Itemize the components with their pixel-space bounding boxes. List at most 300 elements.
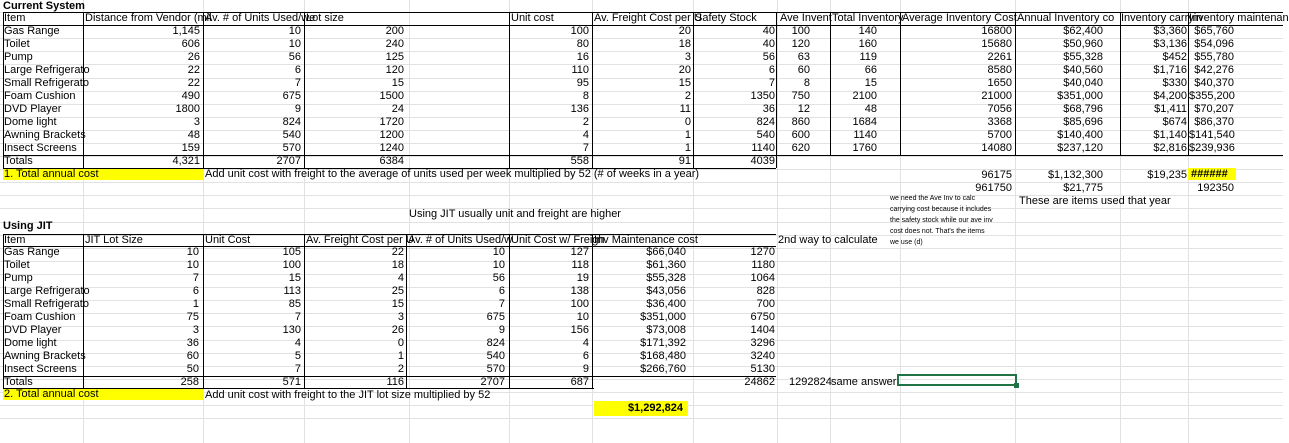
current-cell-carry[interactable]: $1,716 [1153, 64, 1187, 76]
totals-label-current[interactable]: Totals [4, 155, 33, 167]
jit-cell-units[interactable]: 10 [492, 246, 505, 258]
jit-cell-item[interactable]: Large Refrigerato [4, 285, 90, 297]
header-distance[interactable]: Distance from Vendor (mil [85, 12, 212, 24]
jit-cell-lot[interactable]: 10 [186, 259, 199, 271]
border-v-current-right [900, 12, 901, 155]
current-cell-dist[interactable]: 22 [187, 64, 200, 76]
jit-cell-freight[interactable]: 22 [391, 246, 404, 258]
jit-cell-second[interactable]: 1404 [750, 324, 775, 336]
current-cell-total[interactable]: 1140 [853, 129, 877, 141]
current-cell-maint[interactable]: $86,370 [1194, 116, 1234, 128]
comment-line-4: cost does not. That's the items [890, 228, 985, 235]
jit-cell-maint[interactable]: $168,480 [640, 350, 686, 362]
current-cell-carry[interactable]: $3,136 [1153, 38, 1187, 50]
selected-cell[interactable] [897, 374, 1017, 386]
border-v-current-right [830, 12, 831, 155]
jit-cell-lot[interactable]: 3 [192, 324, 199, 336]
jit-cell-cost[interactable]: 4 [294, 337, 301, 349]
current-cell-ave[interactable]: 8 [803, 77, 810, 89]
current-cell-safety[interactable]: 7 [768, 77, 775, 89]
current-cell-annual[interactable]: $237,120 [1057, 142, 1103, 154]
current-cell-cost[interactable]: 136 [570, 103, 589, 115]
current-cell-avgcost[interactable]: 2261 [987, 51, 1012, 63]
current-cell-cost[interactable]: 95 [576, 77, 589, 89]
section-title-current: Current System [3, 0, 85, 12]
jit-cell-cwf[interactable]: 9 [582, 363, 589, 375]
current-cell-annual[interactable]: $40,040 [1063, 77, 1103, 89]
border-v-current-right [1188, 12, 1189, 155]
jit-cell-maint[interactable]: $351,000 [640, 311, 686, 323]
sum-avg-cost-2[interactable]: 961750 [975, 182, 1012, 194]
jit-header-units-used[interactable]: Av. # of Units Used/w [408, 234, 513, 246]
current-cell-item[interactable]: Pump [4, 51, 33, 63]
current-cell-lot[interactable]: 125 [385, 51, 404, 63]
border-top-jit [3, 234, 776, 235]
current-cell-lot[interactable]: 1500 [379, 90, 404, 102]
total-annual-cost-label-2[interactable]: 2. Total annual cost [4, 388, 99, 400]
current-cell-lot[interactable]: 1720 [379, 116, 404, 128]
jit-cell-cwf[interactable]: 10 [576, 311, 589, 323]
jit-cell-cwf[interactable]: 127 [570, 246, 589, 258]
current-cell-lot[interactable]: 24 [391, 103, 404, 115]
current-cell-total[interactable]: 160 [858, 38, 877, 50]
current-cell-avgcost[interactable]: 16800 [981, 25, 1012, 37]
border-totals-current [3, 155, 1283, 156]
current-cell-cost[interactable]: 100 [570, 25, 589, 37]
jit-cell-freight[interactable]: 3 [397, 311, 404, 323]
border-v-jit [3, 234, 4, 388]
jit-cell-maint[interactable]: $73,008 [646, 324, 686, 336]
section-title-jit: Using JIT [3, 220, 53, 232]
comment-line-3: the safety stock while our ave inv [890, 217, 993, 224]
current-cell-total[interactable]: 48 [864, 103, 877, 115]
current-cell-annual[interactable]: $62,400 [1063, 25, 1103, 37]
current-cell-maint[interactable]: $54,096 [1194, 38, 1234, 50]
jit-cell-cwf[interactable]: 100 [570, 298, 589, 310]
comment-line-5: we use (d) [890, 239, 923, 246]
jit-header-second-way[interactable]: 2nd way to calculate [778, 234, 878, 246]
current-cell-dist[interactable]: 606 [181, 38, 200, 50]
current-cell-units[interactable]: 10 [288, 25, 301, 37]
header-safety-stock[interactable]: Safety Stock [695, 12, 757, 24]
jit-cell-maint[interactable]: $66,040 [646, 246, 686, 258]
sum-maintenance-overflow[interactable]: ###### [1191, 168, 1228, 180]
jit-cell-freight[interactable]: 25 [391, 285, 404, 297]
jit-cell-cwf[interactable]: 138 [570, 285, 589, 297]
jit-cell-maint[interactable]: $266,760 [640, 363, 686, 375]
border-v-current [693, 12, 694, 168]
jit-cell-lot[interactable]: 60 [186, 350, 199, 362]
current-cell-safety[interactable]: 36 [762, 103, 775, 115]
jit-cell-freight[interactable]: 2 [397, 363, 404, 375]
current-cell-avgcost[interactable]: 5700 [987, 129, 1012, 141]
current-cell-units[interactable]: 7 [294, 77, 301, 89]
border-v-current-right [1015, 12, 1016, 155]
items-used-note[interactable]: These are items used that year [1019, 195, 1171, 207]
current-cell-units[interactable]: 675 [282, 90, 301, 102]
sum-annual-2[interactable]: $21,775 [1063, 182, 1103, 194]
current-cell-avgcost[interactable]: 14080 [981, 142, 1012, 154]
current-cell-units[interactable]: 9 [294, 103, 301, 115]
current-cell-safety[interactable]: 6 [768, 64, 775, 76]
header-avg-inventory-cost[interactable]: Average Inventory Cost [902, 12, 1017, 24]
jit-header-item[interactable]: Item [4, 234, 26, 246]
border-v-current [3, 12, 4, 168]
jit-cell-maint[interactable]: $55,328 [646, 272, 686, 284]
border-header-jit [3, 246, 776, 247]
note-jit-method[interactable]: Add unit cost with freight to the JIT lot size multiplied by 52 [205, 389, 491, 401]
current-cell-carry[interactable]: $1,411 [1154, 103, 1187, 115]
jit-totals-freight[interactable]: 116 [386, 376, 404, 388]
totals-safety-stock[interactable]: 4039 [750, 155, 775, 167]
jit-cell-item[interactable]: Awning Brackets [4, 350, 86, 362]
jit-totals-unit-cost[interactable]: 571 [282, 376, 301, 388]
gridline-v [777, 0, 778, 443]
jit-totals-label[interactable]: Totals [4, 376, 33, 388]
gridline-h [0, 222, 1283, 223]
current-cell-lot[interactable]: 15 [391, 77, 404, 89]
jit-cell-cost[interactable]: 7 [294, 311, 301, 323]
current-cell-maint[interactable]: $141,540 [1189, 129, 1235, 141]
current-cell-annual[interactable]: $351,000 [1057, 90, 1103, 102]
jit-cell-item[interactable]: Dome light [4, 337, 57, 349]
current-cell-item[interactable]: Awning Brackets [4, 129, 86, 141]
current-cell-ave[interactable]: 63 [797, 51, 810, 63]
jit-cell-second[interactable]: 3240 [750, 350, 775, 362]
current-cell-carry[interactable]: $330 [1162, 77, 1187, 89]
jit-cell-item[interactable]: Toilet [4, 259, 30, 271]
current-cell-cost[interactable]: 2 [582, 116, 589, 128]
current-cell-maint[interactable]: $42,276 [1194, 64, 1234, 76]
border-v-current [592, 12, 593, 168]
current-cell-avgcost[interactable]: 1650 [987, 77, 1012, 89]
current-cell-cost[interactable]: 80 [576, 38, 589, 50]
jit-cell-cwf[interactable]: 156 [570, 324, 589, 336]
current-cell-ave[interactable]: 600 [791, 129, 810, 141]
header-unit-cost[interactable]: Unit cost [511, 12, 554, 24]
current-cell-freight[interactable]: 0 [684, 116, 691, 128]
current-cell-item[interactable]: Dome light [4, 116, 57, 128]
jit-cell-freight[interactable]: 15 [391, 298, 404, 310]
jit-cell-cwf[interactable]: 19 [576, 272, 589, 284]
current-cell-ave[interactable]: 120 [791, 38, 810, 50]
current-cell-item[interactable]: Toilet [4, 38, 30, 50]
jit-cell-second[interactable]: 3296 [750, 337, 775, 349]
current-cell-avgcost[interactable]: 7056 [987, 103, 1012, 115]
current-cell-total[interactable]: 2100 [852, 90, 877, 102]
current-cell-ave[interactable]: 750 [791, 90, 810, 102]
header-freight[interactable]: Av. Freight Cost per U [594, 12, 702, 24]
jit-cell-lot[interactable]: 10 [186, 246, 199, 258]
current-cell-item[interactable]: Large Refrigerato [4, 64, 90, 76]
header-units-used[interactable]: Av. # of Units Used/we [205, 12, 316, 24]
current-cell-total[interactable]: 1684 [852, 116, 877, 128]
border-v-jit [203, 234, 204, 388]
current-cell-item[interactable]: Foam Cushion [4, 90, 76, 102]
jit-cell-item[interactable]: Insect Screens [4, 363, 77, 375]
current-cell-freight[interactable]: 18 [678, 38, 691, 50]
current-cell-maint[interactable]: $65,760 [1194, 25, 1234, 37]
fill-handle[interactable] [1014, 383, 1019, 388]
jit-cell-units[interactable]: 10 [492, 259, 505, 271]
current-cell-dist[interactable]: 1,145 [172, 25, 200, 37]
total-annual-cost-label-1[interactable]: 1. Total annual cost [4, 168, 99, 180]
border-v-current [509, 12, 510, 168]
current-cell-item[interactable]: Gas Range [4, 25, 60, 37]
current-cell-safety[interactable]: 56 [762, 51, 775, 63]
jit-note[interactable]: Using JIT usually unit and freight are higher [409, 208, 621, 220]
current-cell-lot[interactable]: 240 [385, 38, 404, 50]
border-v-jit [592, 234, 593, 388]
border-header-current [3, 25, 1283, 26]
jit-cell-maint[interactable]: $171,392 [640, 337, 686, 349]
current-cell-annual[interactable]: $140,400 [1057, 129, 1103, 141]
current-cell-cost[interactable]: 4 [582, 129, 589, 141]
border-v-current [776, 12, 777, 168]
current-cell-freight[interactable]: 20 [678, 25, 691, 37]
current-cell-maint[interactable]: $40,370 [1194, 77, 1234, 89]
current-cell-avgcost[interactable]: 21000 [981, 90, 1012, 102]
current-cell-dist[interactable]: 48 [187, 129, 200, 141]
gridline-h [0, 418, 1283, 419]
current-cell-ave[interactable]: 60 [797, 64, 810, 76]
current-cell-maint[interactable]: $55,780 [1194, 51, 1234, 63]
current-cell-lot[interactable]: 1200 [379, 129, 404, 141]
jit-totals-cost-with-freight[interactable]: 687 [570, 376, 589, 388]
jit-cell-cwf[interactable]: 4 [582, 337, 589, 349]
jit-header-cost-with-freight[interactable]: Unit Cost w/ Freigh [511, 234, 605, 246]
current-cell-item[interactable]: DVD Player [4, 103, 62, 115]
jit-cell-second[interactable]: 1064 [750, 272, 775, 284]
jit-cell-lot[interactable]: 75 [186, 311, 199, 323]
header-annual-inventory[interactable]: Annual Inventory co [1017, 12, 1115, 24]
border-bottom-jit [3, 388, 594, 389]
current-cell-freight[interactable]: 15 [678, 77, 691, 89]
current-cell-total[interactable]: 140 [858, 25, 877, 37]
jit-cell-lot[interactable]: 50 [186, 363, 199, 375]
current-cell-dist[interactable]: 159 [181, 142, 200, 154]
border-v-jit [509, 234, 510, 388]
current-cell-annual[interactable]: $50,960 [1063, 38, 1103, 50]
current-cell-total[interactable]: 1760 [852, 142, 877, 154]
sum-carrying-1[interactable]: $19,235 [1147, 169, 1187, 181]
jit-header-unit-cost[interactable]: Unit Cost [205, 234, 251, 246]
current-cell-ave[interactable]: 100 [791, 25, 810, 37]
jit-cell-cost[interactable]: 100 [282, 259, 301, 271]
jit-cell-item[interactable]: Gas Range [4, 246, 60, 258]
jit-totals-units[interactable]: 2707 [480, 376, 505, 388]
current-cell-ave[interactable]: 12 [797, 103, 810, 115]
same-answer-note[interactable]: same answer [831, 376, 897, 388]
header-total-inventory[interactable]: Total Inventory [832, 12, 904, 24]
totals-lot-size[interactable]: 6384 [379, 155, 404, 167]
totals-units-used[interactable]: 2707 [276, 155, 301, 167]
current-cell-ave[interactable]: 860 [791, 116, 810, 128]
jit-cell-units[interactable]: 7 [498, 298, 505, 310]
jit-cell-freight[interactable]: 1 [397, 350, 404, 362]
jit-cell-second[interactable]: 5130 [750, 363, 775, 375]
totals-freight[interactable]: 91 [678, 155, 691, 167]
jit-cell-cwf[interactable]: 118 [571, 259, 589, 271]
current-cell-total[interactable]: 66 [864, 64, 877, 76]
jit-cell-cost[interactable]: 85 [288, 298, 301, 310]
current-cell-safety[interactable]: 40 [762, 25, 775, 37]
jit-cell-item[interactable]: Small Refrigerato [4, 298, 89, 310]
current-cell-freight[interactable]: 1 [684, 129, 691, 141]
jit-cell-second[interactable]: 6750 [750, 311, 775, 323]
current-cell-dist[interactable]: 3 [193, 116, 200, 128]
current-cell-lot[interactable]: 1240 [379, 142, 404, 154]
jit-cell-second[interactable]: 828 [756, 285, 775, 297]
current-cell-dist[interactable]: 26 [187, 51, 200, 63]
current-cell-ave[interactable]: 620 [791, 142, 810, 154]
gridline-h [0, 208, 1283, 209]
current-cell-units[interactable]: 570 [282, 142, 301, 154]
jit-cell-freight[interactable]: 18 [391, 259, 404, 271]
header-lot-size[interactable]: Lot size [306, 12, 344, 24]
grand-total-jit[interactable]: $1,292,824 [627, 402, 683, 414]
jit-cell-units[interactable]: 56 [492, 272, 505, 284]
current-cell-cost[interactable]: 16 [576, 51, 589, 63]
border-v-jit [406, 234, 407, 388]
border-v-current [304, 12, 305, 168]
jit-cell-units[interactable]: 570 [486, 363, 505, 375]
jit-cell-second[interactable]: 1270 [750, 246, 775, 258]
current-cell-maint[interactable]: $70,207 [1194, 103, 1234, 115]
current-cell-safety[interactable]: 40 [762, 38, 775, 50]
current-cell-freight[interactable]: 3 [684, 51, 691, 63]
jit-header-maintenance[interactable]: Inv Maintenance cost [594, 234, 698, 246]
jit-cell-cost[interactable]: 7 [294, 363, 301, 375]
jit-cell-cost[interactable]: 113 [283, 285, 301, 297]
current-cell-cost[interactable]: 7 [582, 142, 589, 154]
border-v-current-right [1120, 12, 1121, 155]
current-cell-total[interactable]: 15 [864, 77, 877, 89]
jit-cell-maint[interactable]: $36,400 [646, 298, 686, 310]
jit-totals-second-way[interactable]: 24862 [744, 376, 775, 388]
jit-cell-units[interactable]: 6 [498, 285, 505, 297]
current-cell-item[interactable]: Small Refrigerato [4, 77, 89, 89]
jit-header-freight[interactable]: Av. Freight Cost per U [306, 234, 414, 246]
header-maintenance[interactable]: Inventory maintenan [1189, 12, 1289, 24]
current-cell-dist[interactable]: 22 [187, 77, 200, 89]
current-cell-carry[interactable]: $674 [1162, 116, 1187, 128]
current-cell-annual[interactable]: $55,328 [1063, 51, 1103, 63]
current-cell-carry[interactable]: $452 [1162, 51, 1187, 63]
current-cell-safety[interactable]: 824 [756, 116, 775, 128]
current-cell-safety[interactable]: 540 [756, 129, 775, 141]
border-v-jit [83, 234, 84, 388]
current-cell-cost[interactable]: 110 [571, 64, 589, 76]
jit-cell-item[interactable]: Foam Cushion [4, 311, 76, 323]
jit-cell-maint[interactable]: $43,056 [646, 285, 686, 297]
jit-cell-cost[interactable]: 130 [282, 324, 301, 336]
current-cell-freight[interactable]: 2 [684, 90, 691, 102]
jit-cell-lot[interactable]: 7 [192, 272, 199, 284]
current-cell-dist[interactable]: 490 [181, 90, 200, 102]
current-cell-carry[interactable]: $3,360 [1153, 25, 1187, 37]
jit-cell-lot[interactable]: 36 [186, 337, 199, 349]
totals-unit-cost[interactable]: 558 [570, 155, 589, 167]
current-cell-dist[interactable]: 1800 [175, 103, 200, 115]
current-cell-freight[interactable]: 1 [684, 142, 691, 154]
current-cell-annual[interactable]: $40,560 [1063, 64, 1103, 76]
sum-maintenance-2[interactable]: 192350 [1197, 182, 1234, 194]
current-cell-carry[interactable]: $4,200 [1153, 90, 1187, 102]
jit-cell-lot[interactable]: 1 [192, 298, 199, 310]
note-current-method[interactable]: Add unit cost with freight to the average of units used per week multiplied by 52 (# of weeks in a year) [205, 168, 700, 180]
current-cell-units[interactable]: 10 [288, 38, 301, 50]
current-cell-item[interactable]: Insect Screens [4, 142, 77, 154]
jit-cell-units[interactable]: 824 [486, 337, 505, 349]
current-cell-avgcost[interactable]: 15680 [981, 38, 1012, 50]
current-cell-freight[interactable]: 20 [678, 64, 691, 76]
jit-cell-second[interactable]: 1180 [751, 259, 775, 271]
jit-cell-units[interactable]: 9 [498, 324, 505, 336]
current-cell-units[interactable]: 6 [294, 64, 301, 76]
jit-cell-freight[interactable]: 26 [391, 324, 404, 336]
current-cell-maint[interactable]: $239,936 [1189, 142, 1235, 154]
jit-cell-cost[interactable]: 5 [294, 350, 301, 362]
current-cell-annual[interactable]: $68,796 [1063, 103, 1103, 115]
current-cell-safety[interactable]: 1350 [750, 90, 775, 102]
jit-totals-lot[interactable]: 258 [180, 376, 199, 388]
current-cell-carry[interactable]: $1,140 [1153, 129, 1187, 141]
border-top-current [3, 12, 1283, 13]
jit-cell-units[interactable]: 540 [486, 350, 505, 362]
jit-cell-units[interactable]: 675 [486, 311, 505, 323]
current-cell-total[interactable]: 119 [859, 51, 877, 63]
jit-cell-lot[interactable]: 6 [192, 285, 199, 297]
jit-cell-maint[interactable]: $61,360 [646, 259, 686, 271]
current-cell-carry[interactable]: $2,816 [1153, 142, 1187, 154]
current-cell-freight[interactable]: 11 [679, 103, 691, 115]
jit-cell-freight[interactable]: 4 [397, 272, 404, 284]
current-cell-safety[interactable]: 1140 [751, 142, 775, 154]
current-cell-avgcost[interactable]: 8580 [987, 64, 1012, 76]
current-cell-maint[interactable]: $355,200 [1189, 90, 1235, 102]
sum-avg-cost-1[interactable]: 96175 [981, 169, 1012, 181]
jit-cell-cwf[interactable]: 6 [582, 350, 589, 362]
jit-cell-cost[interactable]: 105 [282, 246, 301, 258]
jit-alt-total[interactable]: 1292824 [789, 376, 832, 388]
current-cell-units[interactable]: 56 [288, 51, 301, 63]
header-ave-inventory[interactable]: Ave Invent [780, 12, 832, 24]
current-cell-lot[interactable]: 120 [385, 64, 404, 76]
totals-distance[interactable]: 4,321 [172, 155, 200, 167]
current-cell-lot[interactable]: 200 [385, 25, 404, 37]
border-v-current [203, 12, 204, 168]
header-carrying[interactable]: Inventory carryin [1121, 12, 1203, 24]
current-cell-annual[interactable]: $85,696 [1063, 116, 1103, 128]
jit-cell-cost[interactable]: 15 [288, 272, 301, 284]
current-cell-avgcost[interactable]: 3368 [987, 116, 1012, 128]
comment-line-2: carrying cost because it includes [890, 206, 992, 213]
jit-cell-item[interactable]: DVD Player [4, 324, 62, 336]
sum-annual-1[interactable]: $1,132,300 [1047, 169, 1103, 181]
current-cell-cost[interactable]: 8 [582, 90, 589, 102]
border-v-jit [304, 234, 305, 388]
header-item[interactable]: Item [4, 12, 26, 24]
jit-cell-second[interactable]: 700 [756, 298, 775, 310]
border-totals-jit [3, 376, 776, 377]
current-cell-units[interactable]: 540 [282, 129, 301, 141]
jit-cell-freight[interactable]: 0 [397, 337, 404, 349]
current-cell-units[interactable]: 824 [282, 116, 301, 128]
jit-header-lot-size[interactable]: JIT Lot Size [85, 234, 143, 246]
comment-line-1: we need the Ave Inv to calc [890, 195, 976, 202]
jit-cell-item[interactable]: Pump [4, 272, 33, 284]
